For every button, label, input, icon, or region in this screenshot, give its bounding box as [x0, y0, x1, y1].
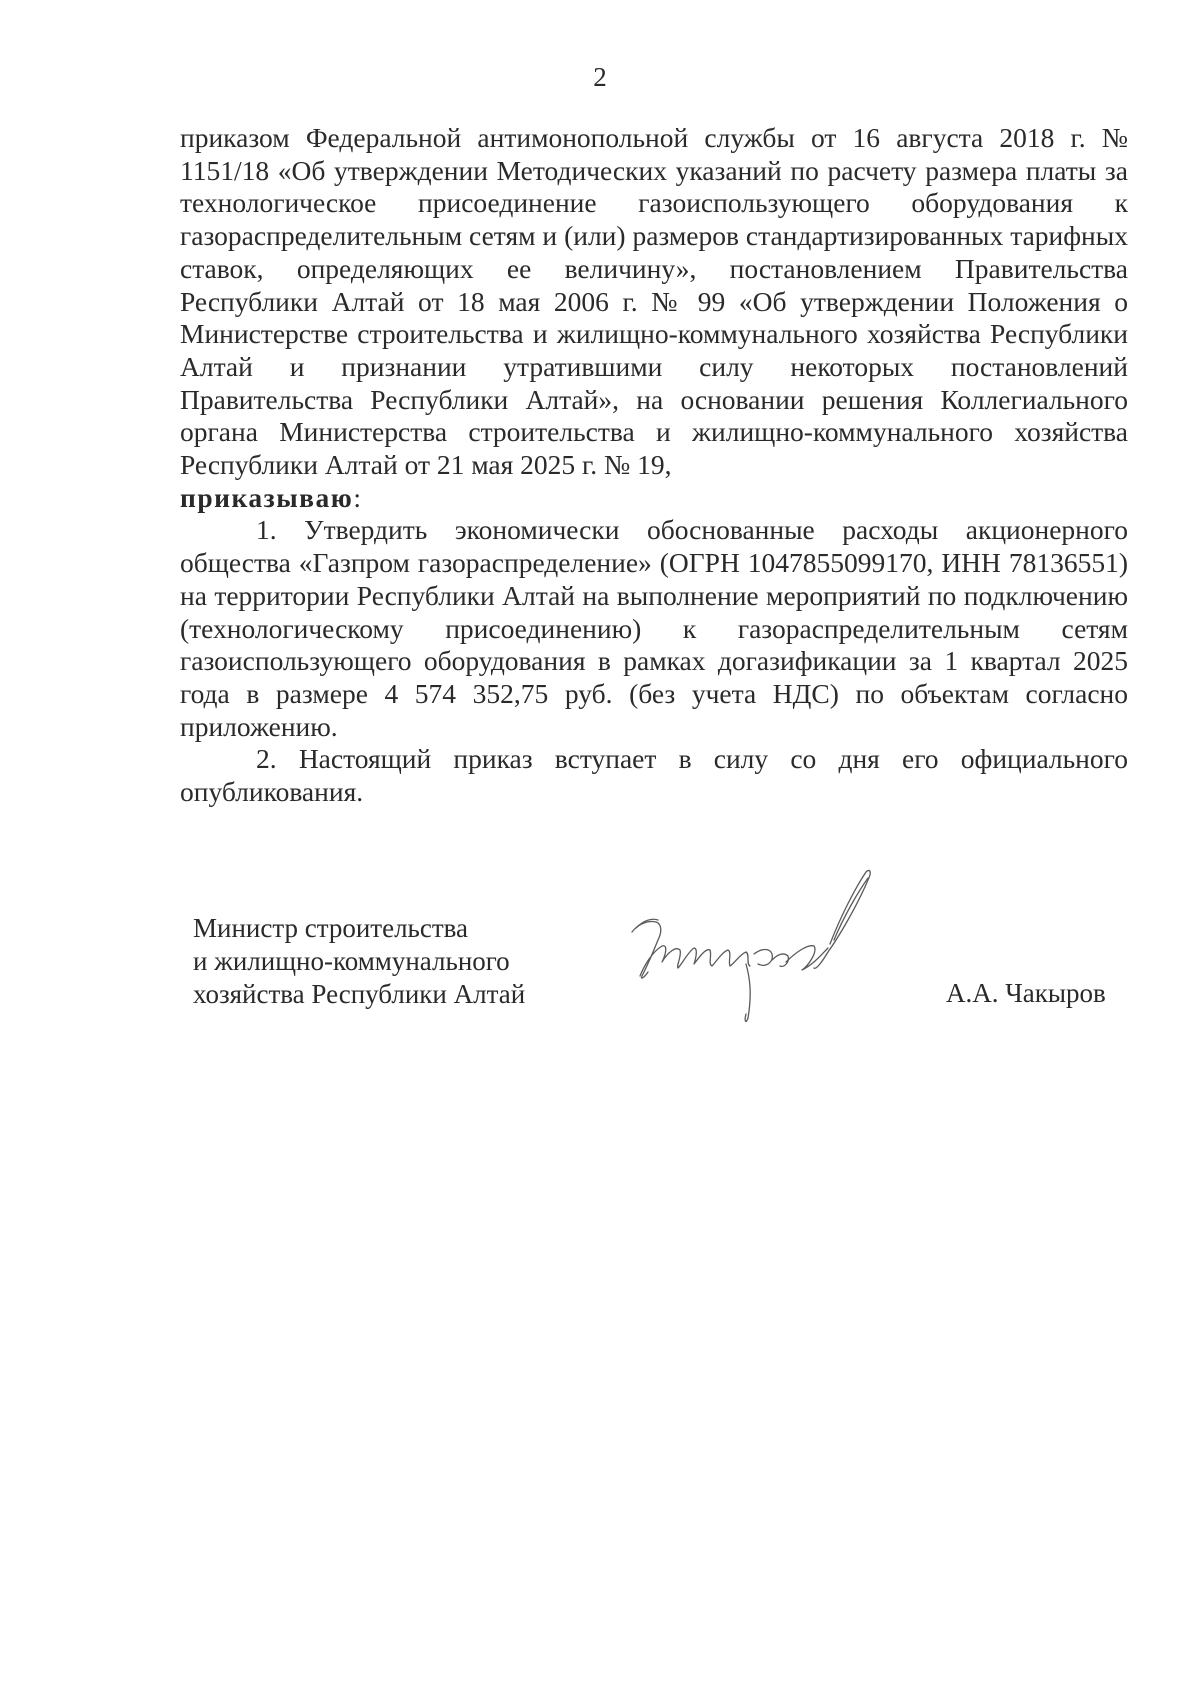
- order-colon: :: [353, 481, 361, 513]
- item-2-paragraph: 2. Настоящий приказ вступает в силу со дня его официального опубликования.: [180, 743, 1128, 808]
- signer-title-line-2: и жилищно-коммунального: [193, 946, 510, 976]
- signer-title: [193, 912, 525, 1011]
- signer-title-line-1: Министр строительства: [193, 913, 469, 943]
- intro-paragraph: [180, 122, 1128, 514]
- document-body: [180, 122, 1128, 809]
- signer-name: А.А. Чакыров: [946, 978, 1106, 1008]
- handwritten-signature: [618, 868, 888, 1028]
- intro-text: приказом Федеральной антимонопольной службы от 16 августа 2018 г. № 1151/18 «Об утверждении Методических указаний по расчету размера платы за технологическое присоединение газоиспользующего оборудования к газораспределительным сетям и (или) размеров стандартизированных тарифных ставок, определяющих ее величину», постановлением Правительства Республики Алтай от 18 мая 2006 г. № 99 «Об утверждении Положения о Министерстве строительства и жилищно-коммунального хозяйства Республики Алтай и признании утратившими силу некоторых постановлений Правительства Республики Алтай», на основании решения Коллегиального органа Министерства строительства и жилищно-коммунального хозяйства Республики Алтай от 21 мая 2025 г. № 19,: [180, 122, 1128, 481]
- order-word: приказываю: [180, 481, 354, 513]
- page-number: 2: [593, 62, 607, 92]
- signer-title-line-3: хозяйства Республики Алтай: [193, 979, 526, 1009]
- item-1-paragraph: 1. Утвердить экономически обоснованные расходы акционерного общества «Газпром газораспределение» (ОГРН 1047855099170, ИНН 78136551) на территории Республики Алтай на выполнение мероприятий по подключению (технологическому присоединению) к газораспределительным сетям газоиспользующего оборудования в рамках догазификации за 1 квартал 2025 года в размере 4 574 352,75 руб. (без учета НДС) по объектам согласно приложению.: [180, 514, 1128, 742]
